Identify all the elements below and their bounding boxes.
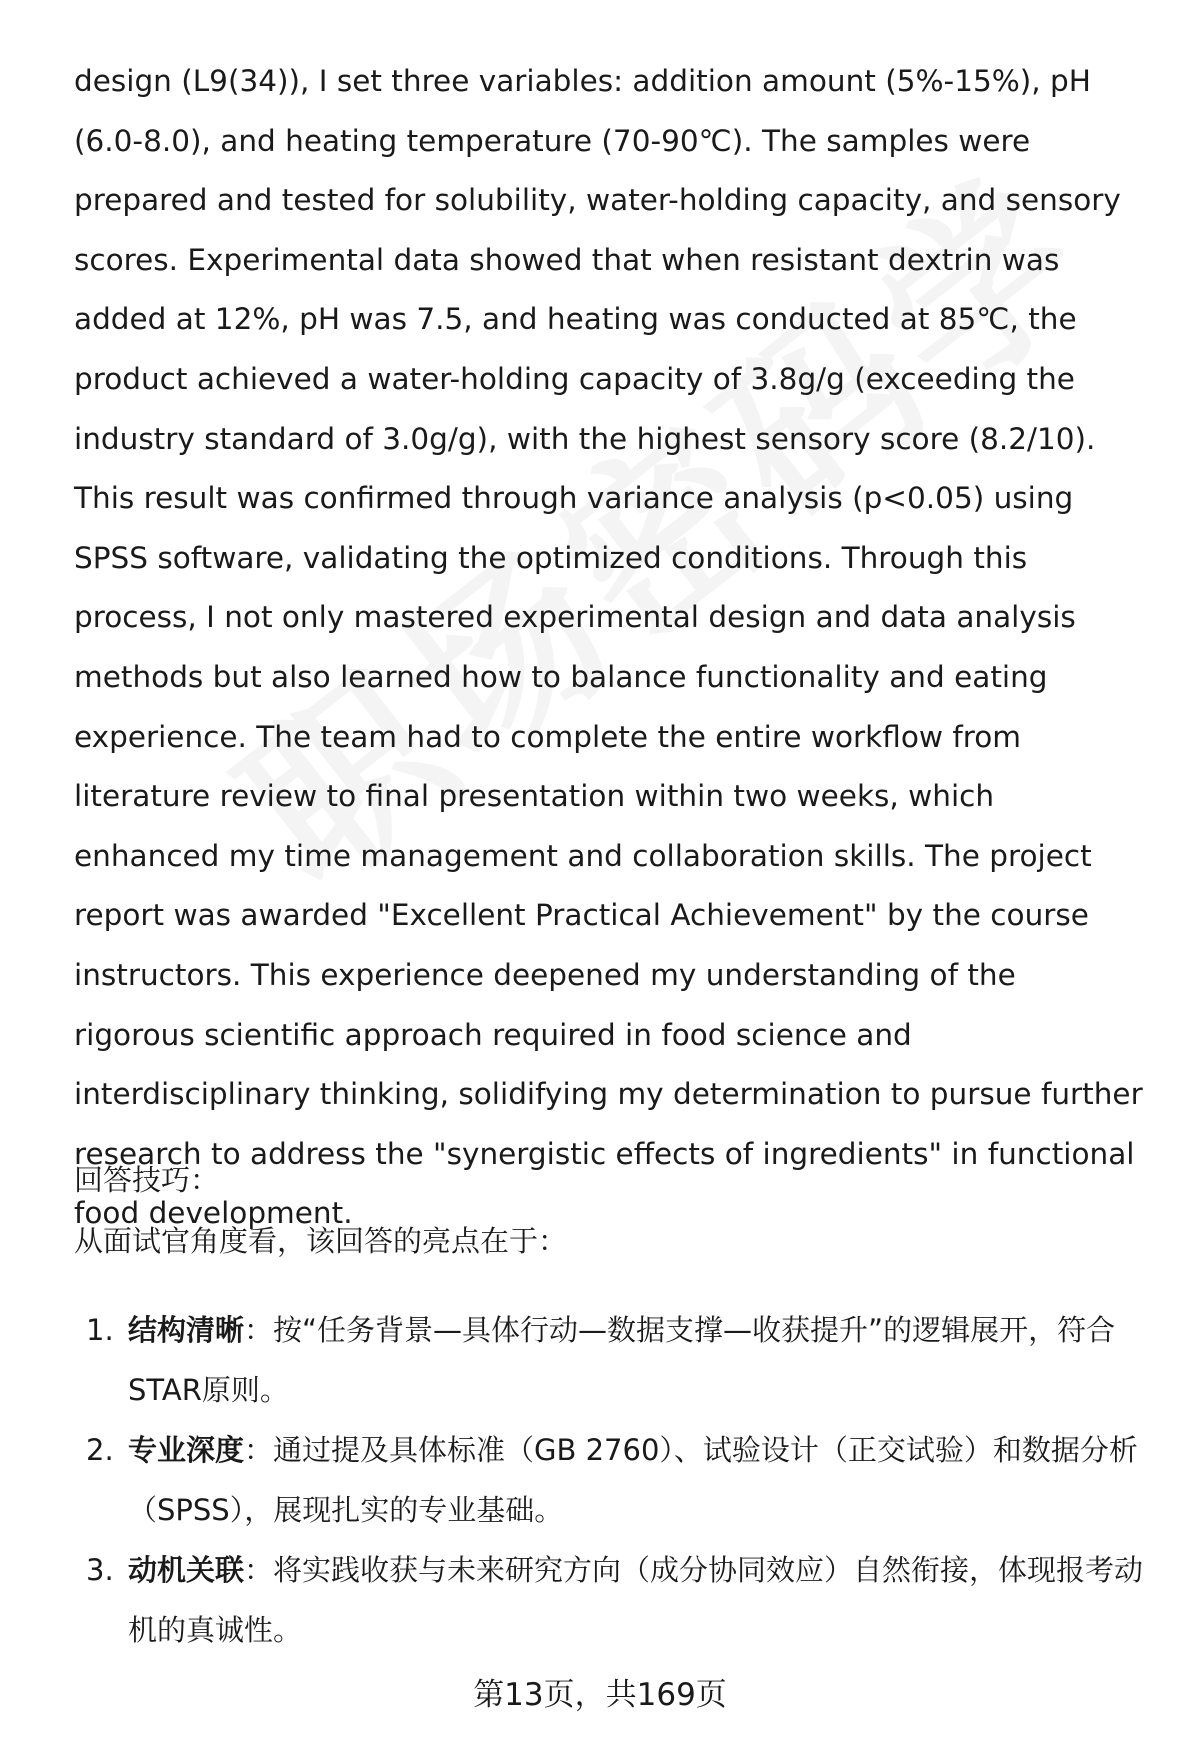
list-text: ：将实践收获与未来研究方向（成分协同效应）自然衔接，体现报考动机的真诚性。 bbox=[128, 1553, 1144, 1647]
list-number: 2. bbox=[86, 1433, 114, 1467]
body-paragraph: design (L9(34)), I set three variables: addition amount (5%-15%), pH (6.0-8.0), and heating temperature (70-90℃). The samples were prepared and tested for solubility, water-holding capacity, and sensory scores. Experimental data showed that when resistant dextrin was added at 12%, pH was 7.5, and heating was conducted at 85℃, the product achieved a water-holding capacity of 3.8g/g (exceeding the industry standard of 3.0g/g), with the highest sensory score (8.2/10). This result was confirmed through variance analysis (p<0.05) using SPSS software, validating the optimized conditions. Through this process, I not only mastered experimental design and data analysis methods but also learned how to balance functionality and eating experience. The team had to complete the entire workflow from literature review to final presentation within two weeks, which enhanced my time management and collaboration skills. The project report was awarded "Excellent Practical Achievement" by the course instructors. This experience deepened my understanding of the rigorous scientific approach required in food science and interdisciplinary thinking, solidifying my determination to pursue further research to address the "synergistic effects of ingredients" in functional food development. bbox=[74, 64, 1143, 1231]
list-number: 3. bbox=[86, 1553, 114, 1587]
list-term: 专业深度 bbox=[128, 1433, 245, 1467]
list-term: 动机关联 bbox=[128, 1553, 245, 1587]
list-text: ：按“任务背景—具体行动—数据支撑—收获提升”的逻辑展开，符合STAR原则。 bbox=[128, 1313, 1116, 1407]
tips-intro: 从面试官角度看，该回答的亮点在于： bbox=[74, 1224, 568, 1258]
highlight-list bbox=[74, 1300, 1154, 1660]
list-term: 结构清晰 bbox=[128, 1313, 245, 1347]
page-number: 第13页，共169页 bbox=[473, 1677, 727, 1713]
list-item bbox=[74, 1540, 1154, 1660]
list-item bbox=[74, 1300, 1154, 1420]
list-item bbox=[74, 1420, 1154, 1540]
tips-heading: 回答技巧： bbox=[74, 1163, 220, 1197]
list-number: 1. bbox=[86, 1313, 114, 1347]
list-text: ：通过提及具体标准（GB 2760）、试验设计（正交试验）和数据分析（SPSS），展现扎实的专业基础。 bbox=[128, 1433, 1138, 1527]
